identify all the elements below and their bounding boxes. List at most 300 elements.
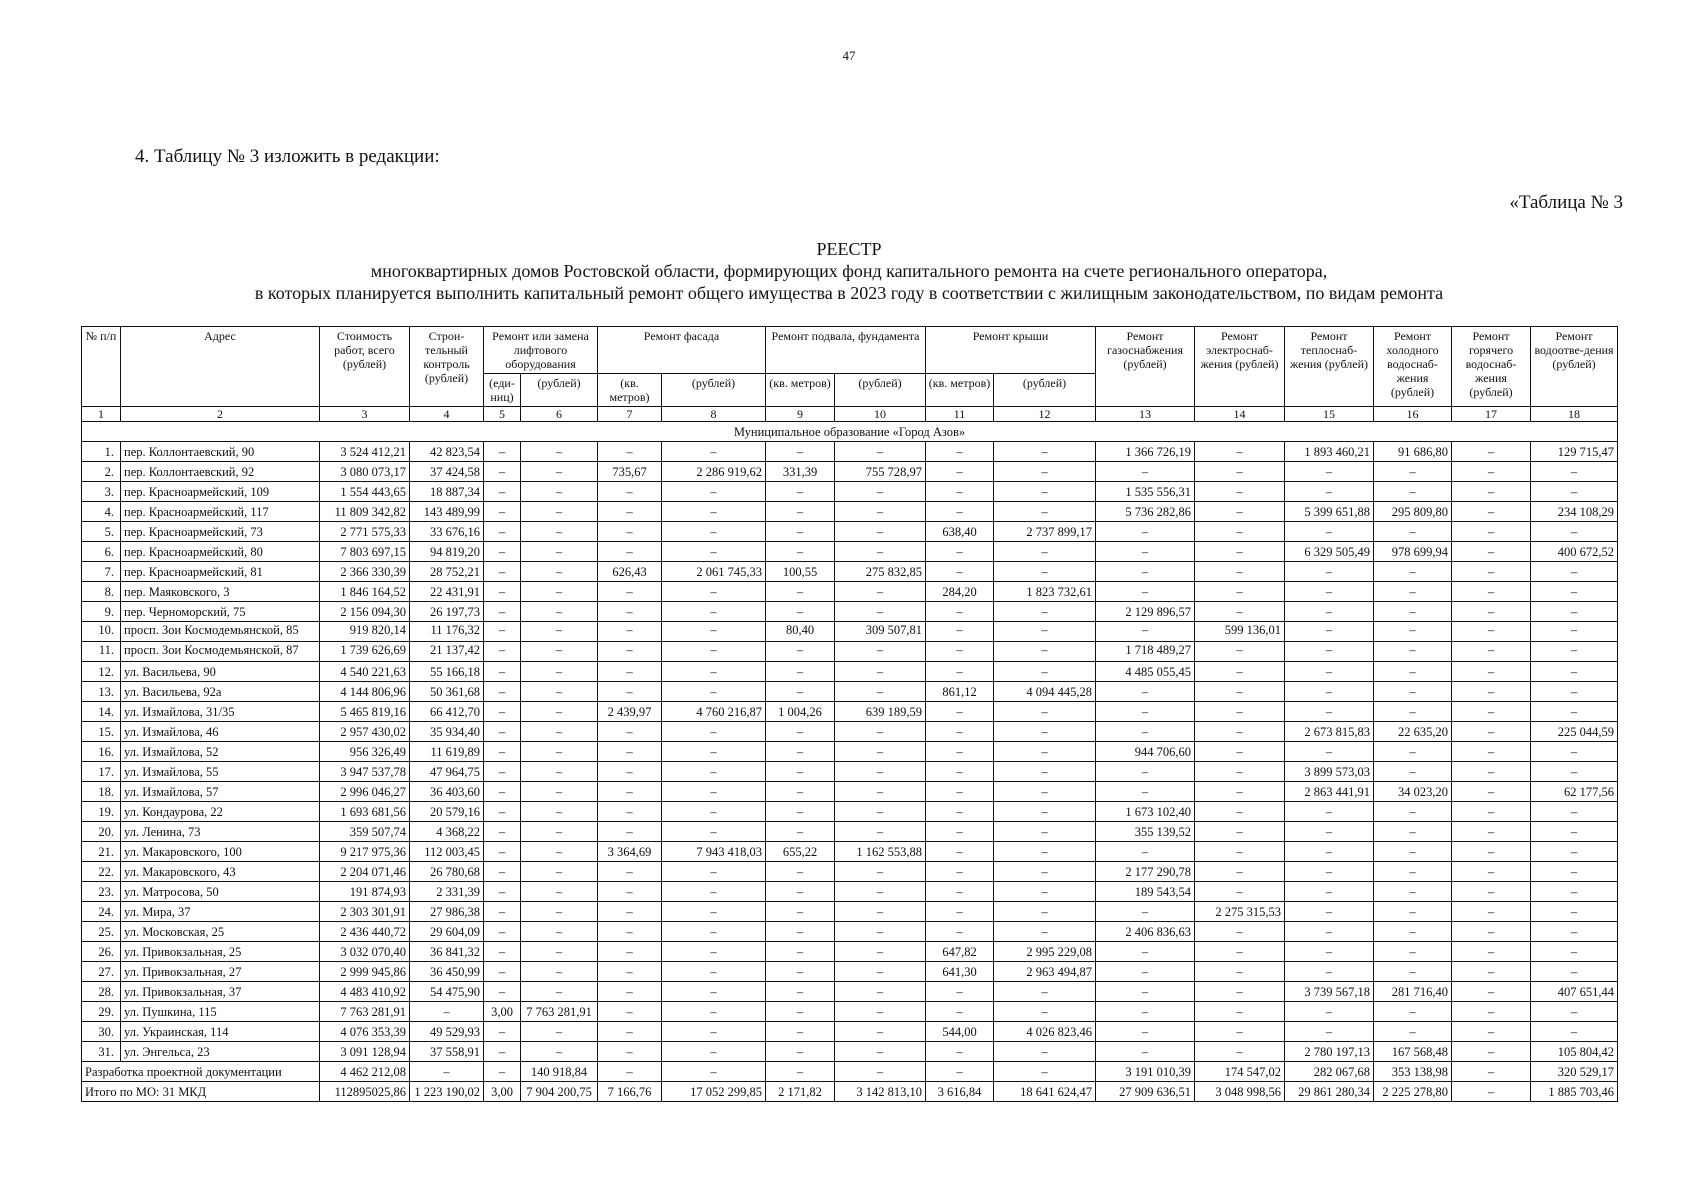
row-cell: 282 067,68 [1285, 1062, 1374, 1082]
header-heat: Ремонт теплоснаб-жения (рублей) [1285, 327, 1374, 407]
row-cell: – [1531, 682, 1618, 702]
row-cell: – [521, 542, 598, 562]
row-cell: 2 275 315,53 [1195, 902, 1285, 922]
row-address: ул. Привокзальная, 25 [121, 942, 320, 962]
intro-text: 4. Таблицу № 3 изложить в редакции: [135, 146, 440, 167]
header-lift: Ремонт или замена лифтового оборудования [484, 327, 598, 374]
row-cell: – [484, 522, 521, 542]
row-cell: – [1374, 862, 1452, 882]
column-number: 7 [598, 407, 662, 422]
row-cell: – [1285, 862, 1374, 882]
row-cell: – [1285, 1022, 1374, 1042]
row-cell: – [1285, 962, 1374, 982]
row-cell: – [1285, 622, 1374, 642]
row-cell: 66 412,70 [410, 702, 484, 722]
row-cell: – [766, 742, 835, 762]
row-cell: 47 964,75 [410, 762, 484, 782]
row-cell: – [1452, 442, 1531, 462]
row-cell: – [1374, 622, 1452, 642]
row-cell: 11 809 342,82 [320, 502, 410, 522]
row-cell: 100,55 [766, 562, 835, 582]
row-cell: – [662, 722, 766, 742]
row-cell: 91 686,80 [1374, 442, 1452, 462]
row-cell: 1 223 190,02 [410, 1082, 484, 1102]
table-row [82, 582, 1618, 602]
row-cell: – [521, 722, 598, 742]
row-cell: 80,40 [766, 622, 835, 642]
row-cell: – [1452, 602, 1531, 622]
row-cell: – [521, 762, 598, 782]
row-cell: – [1096, 1002, 1195, 1022]
row-cell: – [662, 662, 766, 682]
row-cell: – [1285, 822, 1374, 842]
row-cell: 2 204 071,46 [320, 862, 410, 882]
row-cell: – [484, 1022, 521, 1042]
row-cell: – [484, 722, 521, 742]
header-facade: Ремонт фасада [598, 327, 766, 374]
row-cell: – [1374, 942, 1452, 962]
row-cell: – [1452, 642, 1531, 662]
row-cell: 4 094 445,28 [994, 682, 1096, 702]
row-address: пер. Красноармейский, 109 [121, 482, 320, 502]
table-row [82, 542, 1618, 562]
row-cell: – [1096, 1042, 1195, 1062]
row-cell: 647,82 [926, 942, 994, 962]
row-cell: – [1195, 542, 1285, 562]
row-cell: – [484, 482, 521, 502]
row-cell: 7 763 281,91 [521, 1002, 598, 1022]
row-cell: – [1285, 602, 1374, 622]
table-row [82, 562, 1618, 582]
row-cell: – [1195, 442, 1285, 462]
row-cell: 2 963 494,87 [994, 962, 1096, 982]
row-cell: – [1096, 522, 1195, 542]
row-cell: – [1195, 462, 1285, 482]
row-cell: – [1452, 842, 1531, 862]
row-cell: – [994, 822, 1096, 842]
row-cell: – [662, 602, 766, 622]
row-cell: – [1452, 622, 1531, 642]
header-cost: Стоимость работ, всего (рублей) [320, 327, 410, 407]
row-cell: 4 462 212,08 [320, 1062, 410, 1082]
row-cell: – [662, 762, 766, 782]
row-cell: 3 739 567,18 [1285, 982, 1374, 1002]
row-cell: – [926, 862, 994, 882]
row-cell: – [835, 782, 926, 802]
row-cell: 295 809,80 [1374, 502, 1452, 522]
row-cell: 36 450,99 [410, 962, 484, 982]
row-cell: 1 893 460,21 [1285, 442, 1374, 462]
row-cell: – [1452, 902, 1531, 922]
row-cell: – [484, 1062, 521, 1082]
row-cell: – [1096, 722, 1195, 742]
row-cell: 1 673 102,40 [1096, 802, 1195, 822]
row-cell: – [1096, 562, 1195, 582]
row-number: 16. [82, 742, 121, 762]
row-cell: – [1531, 562, 1618, 582]
row-number: 1. [82, 442, 121, 462]
row-cell: – [662, 862, 766, 882]
header-roof-rub: (рублей) [994, 374, 1096, 407]
row-cell: – [835, 442, 926, 462]
row-cell: 3 191 010,39 [1096, 1062, 1195, 1082]
table-row [82, 1042, 1618, 1062]
row-address: пер. Черноморский, 75 [121, 602, 320, 622]
row-cell: – [484, 922, 521, 942]
row-cell: – [1195, 482, 1285, 502]
row-cell: 755 728,97 [835, 462, 926, 482]
table-row [82, 442, 1618, 462]
row-cell: 956 326,49 [320, 742, 410, 762]
table-row [82, 682, 1618, 702]
row-cell: – [1195, 662, 1285, 682]
table-row [82, 962, 1618, 982]
row-cell: – [1452, 982, 1531, 1002]
row-cell: – [1531, 662, 1618, 682]
row-cell: 29 604,09 [410, 922, 484, 942]
row-address: ул. Макаровского, 43 [121, 862, 320, 882]
row-number: 22. [82, 862, 121, 882]
row-cell: 6 329 505,49 [1285, 542, 1374, 562]
row-cell: – [1374, 742, 1452, 762]
row-cell: – [662, 922, 766, 942]
row-cell: – [1195, 502, 1285, 522]
row-cell: 3 524 412,21 [320, 442, 410, 462]
row-cell: 735,67 [598, 462, 662, 482]
row-cell: – [766, 522, 835, 542]
row-address: ул. Кондаурова, 22 [121, 802, 320, 822]
row-cell: 3,00 [484, 1002, 521, 1022]
row-cell: – [1374, 922, 1452, 942]
row-cell: – [994, 622, 1096, 642]
row-cell: – [835, 1002, 926, 1022]
row-cell: 1 885 703,46 [1531, 1082, 1618, 1102]
row-cell: 191 874,93 [320, 882, 410, 902]
row-cell: – [484, 702, 521, 722]
row-cell: – [1285, 642, 1374, 662]
table-row [82, 642, 1618, 662]
row-cell: – [521, 682, 598, 702]
row-address: пер. Красноармейский, 81 [121, 562, 320, 582]
table-row [82, 802, 1618, 822]
row-cell: – [1096, 582, 1195, 602]
row-cell: – [1195, 862, 1285, 882]
row-cell: – [835, 862, 926, 882]
row-number: 9. [82, 602, 121, 622]
row-cell: – [598, 622, 662, 642]
row-cell: 2 436 440,72 [320, 922, 410, 942]
row-cell: – [1452, 522, 1531, 542]
row-cell: – [1374, 762, 1452, 782]
row-cell: – [1531, 602, 1618, 622]
row-cell: – [1195, 522, 1285, 542]
row-cell: – [1374, 902, 1452, 922]
row-cell: 978 699,94 [1374, 542, 1452, 562]
row-cell: – [521, 802, 598, 822]
row-cell: – [1195, 1022, 1285, 1042]
table-row [82, 702, 1618, 722]
row-cell: – [484, 982, 521, 1002]
row-cell: – [1452, 1062, 1531, 1082]
row-cell: 27 986,38 [410, 902, 484, 922]
row-cell: – [1195, 782, 1285, 802]
row-cell: – [662, 962, 766, 982]
row-cell: – [926, 982, 994, 1002]
row-number: 24. [82, 902, 121, 922]
row-cell: – [662, 1062, 766, 1082]
row-cell: – [766, 582, 835, 602]
row-cell: – [1531, 702, 1618, 722]
header-roof-m: (кв. метров) [926, 374, 994, 407]
row-cell: – [662, 642, 766, 662]
row-cell: – [1374, 882, 1452, 902]
column-number: 17 [1452, 407, 1531, 422]
header-roof: Ремонт крыши [926, 327, 1096, 374]
row-cell: 7 166,76 [598, 1082, 662, 1102]
header-basement-m: (кв. метров) [766, 374, 835, 407]
row-cell: – [1374, 642, 1452, 662]
row-cell: – [766, 1062, 835, 1082]
row-cell: – [598, 782, 662, 802]
row-cell: 275 832,85 [835, 562, 926, 582]
row-cell: – [994, 602, 1096, 622]
row-cell: – [598, 922, 662, 942]
row-cell: 49 529,93 [410, 1022, 484, 1042]
row-number: 12. [82, 662, 121, 682]
row-cell: – [1531, 642, 1618, 662]
row-cell: – [1374, 822, 1452, 842]
row-cell: – [484, 642, 521, 662]
row-cell: – [835, 582, 926, 602]
row-cell: – [662, 622, 766, 642]
row-address: пер. Маяковского, 3 [121, 582, 320, 602]
row-address: ул. Матросова, 50 [121, 882, 320, 902]
row-cell: – [766, 602, 835, 622]
row-cell: 28 752,21 [410, 562, 484, 582]
row-cell: 2 406 836,63 [1096, 922, 1195, 942]
row-cell: 3 080 073,17 [320, 462, 410, 482]
row-cell: – [1452, 862, 1531, 882]
row-cell: – [835, 822, 926, 842]
row-cell: – [1531, 802, 1618, 822]
row-cell: 225 044,59 [1531, 722, 1618, 742]
row-cell: – [598, 602, 662, 622]
row-cell: – [926, 542, 994, 562]
row-cell: – [994, 702, 1096, 722]
row-cell: 1 823 732,61 [994, 582, 1096, 602]
row-cell: – [926, 902, 994, 922]
row-address: ул. Измайлова, 55 [121, 762, 320, 782]
row-cell: – [484, 762, 521, 782]
row-cell: 11 619,89 [410, 742, 484, 762]
row-cell: – [926, 922, 994, 942]
row-number: 21. [82, 842, 121, 862]
row-cell: – [835, 962, 926, 982]
row-cell: – [926, 602, 994, 622]
row-cell: – [1531, 1002, 1618, 1022]
row-cell: 2 863 441,91 [1285, 782, 1374, 802]
row-cell: 9 217 975,36 [320, 842, 410, 862]
row-cell: 5 736 282,86 [1096, 502, 1195, 522]
row-cell: – [766, 1002, 835, 1022]
row-cell: 189 543,54 [1096, 882, 1195, 902]
row-cell: – [484, 662, 521, 682]
row-cell: – [662, 1022, 766, 1042]
row-address: ул. Привокзальная, 27 [121, 962, 320, 982]
row-cell: – [662, 1002, 766, 1022]
row-cell: – [521, 582, 598, 602]
row-cell: – [521, 882, 598, 902]
row-cell: – [598, 902, 662, 922]
row-cell: 112 003,45 [410, 842, 484, 862]
row-cell: – [1452, 822, 1531, 842]
row-cell: – [835, 742, 926, 762]
row-cell: – [521, 942, 598, 962]
row-address: ул. Привокзальная, 37 [121, 982, 320, 1002]
row-cell: – [926, 1042, 994, 1062]
row-number: 28. [82, 982, 121, 1002]
row-cell: – [521, 822, 598, 842]
row-address: ул. Московская, 25 [121, 922, 320, 942]
row-cell: – [662, 542, 766, 562]
row-cell: – [994, 802, 1096, 822]
row-cell: 37 558,91 [410, 1042, 484, 1062]
row-cell: – [1374, 702, 1452, 722]
row-cell: – [484, 502, 521, 522]
design-docs-row-label: Разработка проектной документации [82, 1062, 320, 1082]
row-cell: – [1452, 582, 1531, 602]
row-cell: – [1195, 682, 1285, 702]
row-cell: 3 048 998,56 [1195, 1082, 1285, 1102]
row-cell: 331,39 [766, 462, 835, 482]
row-cell: 284,20 [926, 582, 994, 602]
row-cell: – [994, 502, 1096, 522]
header-facade-rub: (рублей) [662, 374, 766, 407]
row-cell: – [994, 922, 1096, 942]
row-cell: – [598, 642, 662, 662]
row-cell: – [835, 1062, 926, 1082]
total-row [82, 1082, 1618, 1102]
row-cell: – [521, 962, 598, 982]
row-cell: – [1195, 1042, 1285, 1062]
row-cell: – [1096, 842, 1195, 862]
row-cell: – [835, 982, 926, 1002]
row-cell: – [766, 542, 835, 562]
row-cell: – [766, 902, 835, 922]
table-row [82, 782, 1618, 802]
row-cell: 1 846 164,52 [320, 582, 410, 602]
row-cell: 4 144 806,96 [320, 682, 410, 702]
row-cell: – [1285, 562, 1374, 582]
row-cell: – [484, 622, 521, 642]
table-body [82, 422, 1618, 1102]
row-cell: – [1096, 1022, 1195, 1042]
row-cell: – [662, 902, 766, 922]
row-cell: – [994, 662, 1096, 682]
row-cell: – [766, 1042, 835, 1062]
row-address: ул. Ленина, 73 [121, 822, 320, 842]
row-cell: – [598, 482, 662, 502]
table-row [82, 462, 1618, 482]
row-cell: – [1374, 662, 1452, 682]
row-cell: 2 673 815,83 [1285, 722, 1374, 742]
row-cell: – [598, 822, 662, 842]
row-cell: 4 076 353,39 [320, 1022, 410, 1042]
row-cell: – [1096, 462, 1195, 482]
row-cell: 355 139,52 [1096, 822, 1195, 842]
row-cell: 3 364,69 [598, 842, 662, 862]
row-cell: – [484, 582, 521, 602]
design-docs-row [82, 1062, 1618, 1082]
row-cell: – [598, 722, 662, 742]
row-cell: – [598, 802, 662, 822]
row-cell: – [835, 902, 926, 922]
row-number: 6. [82, 542, 121, 562]
table-row [82, 822, 1618, 842]
row-cell: – [766, 922, 835, 942]
column-number: 11 [926, 407, 994, 422]
row-cell: 7 904 200,75 [521, 1082, 598, 1102]
row-cell: – [662, 522, 766, 542]
column-number: 15 [1285, 407, 1374, 422]
row-cell: – [994, 862, 1096, 882]
table-row [82, 622, 1618, 642]
row-address: ул. Энгельса, 23 [121, 1042, 320, 1062]
municipality-name: Муниципальное образование «Город Азов» [82, 422, 1618, 442]
row-cell: – [598, 862, 662, 882]
table-row [82, 942, 1618, 962]
row-cell: – [926, 622, 994, 642]
row-number: 30. [82, 1022, 121, 1042]
row-cell: 4 368,22 [410, 822, 484, 842]
row-cell: 11 176,32 [410, 622, 484, 642]
row-cell: – [1374, 482, 1452, 502]
row-number: 5. [82, 522, 121, 542]
row-cell: – [521, 482, 598, 502]
row-cell: – [1452, 742, 1531, 762]
row-address: пер. Красноармейский, 117 [121, 502, 320, 522]
row-address: пер. Красноармейский, 80 [121, 542, 320, 562]
row-cell: – [598, 522, 662, 542]
row-cell: – [662, 942, 766, 962]
row-cell: – [1531, 762, 1618, 782]
row-cell: – [1531, 842, 1618, 862]
row-cell: 174 547,02 [1195, 1062, 1285, 1082]
row-address: ул. Макаровского, 100 [121, 842, 320, 862]
row-cell: – [835, 642, 926, 662]
row-cell: 129 715,47 [1531, 442, 1618, 462]
row-cell: – [766, 482, 835, 502]
row-cell: – [662, 482, 766, 502]
row-cell: 2 225 278,80 [1374, 1082, 1452, 1102]
row-cell: 861,12 [926, 682, 994, 702]
row-cell: 544,00 [926, 1022, 994, 1042]
row-cell: – [766, 862, 835, 882]
row-cell: – [598, 982, 662, 1002]
row-cell: – [926, 762, 994, 782]
row-cell: 281 716,40 [1374, 982, 1452, 1002]
row-cell: – [1195, 802, 1285, 822]
header-sewer: Ремонт водоотве-дения (рублей) [1531, 327, 1618, 407]
row-cell: – [521, 902, 598, 922]
row-cell: – [521, 562, 598, 582]
row-cell: 143 489,99 [410, 502, 484, 522]
header-control: Строи-тельный контроль (рублей) [410, 327, 484, 407]
row-address: ул. Васильева, 90 [121, 662, 320, 682]
row-number: 26. [82, 942, 121, 962]
row-cell: – [994, 882, 1096, 902]
title-line-3: в которых планируется выполнить капитальный ремонт общего имущества в 2023 году в соответствии с жилищным законодательством, по видам ремонта [254, 283, 1444, 303]
